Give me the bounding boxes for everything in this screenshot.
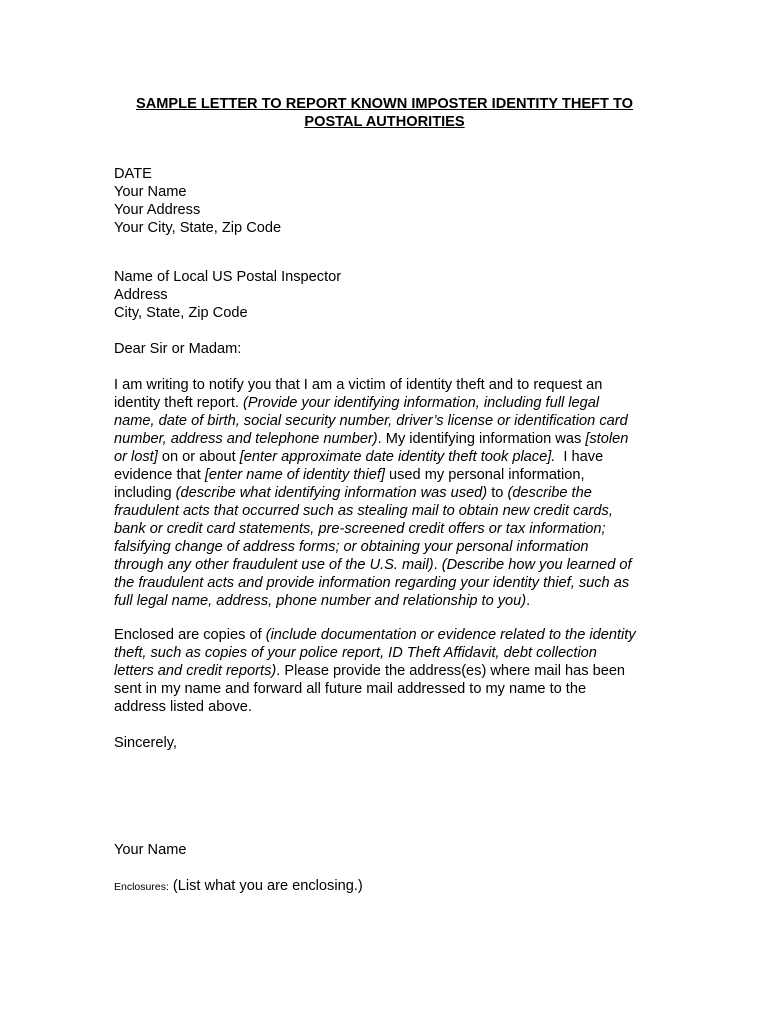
letter-title — [114, 95, 655, 131]
body1-line: identity theft report. (Provide your identifying information, including full legal — [114, 395, 600, 411]
body1-line: including (describe what identifying information was used) to (describe the — [114, 485, 592, 501]
sender-date: DATE — [114, 166, 152, 182]
body2-line: address listed above. — [114, 699, 252, 715]
body1-line: falsifying change of address forms; or obtaining your personal information — [114, 539, 589, 555]
sender-city: Your City, State, Zip Code — [114, 220, 282, 236]
title-line-2: POSTAL AUTHORITIES — [304, 114, 465, 130]
body2-line: Enclosed are copies of (include documentation or evidence related to the identity — [114, 627, 636, 643]
enclosures-line — [114, 877, 674, 896]
body1-line: name, date of birth, social security number, driver’s license or identification card — [114, 413, 628, 429]
salutation-text: Dear Sir or Madam: — [114, 341, 242, 357]
recipient-city: City, State, Zip Code — [114, 305, 248, 321]
body2-line: letters and credit reports). Please provide the address(es) where mail has been — [114, 663, 626, 679]
title-line-1: SAMPLE LETTER TO REPORT KNOWN IMPOSTER IDENTITY THEFT TO — [135, 96, 633, 112]
sender-block — [114, 165, 674, 237]
body-paragraph-2 — [114, 626, 674, 716]
recipient-block — [114, 268, 674, 322]
recipient-address: Address — [114, 287, 168, 303]
body1-line: or lost] on or about [enter approximate date identity theft took place]. I have — [114, 449, 604, 465]
body1-line: I am writing to notify you that I am a victim of identity theft and to request an — [114, 377, 603, 393]
body1-line: the fraudulent acts and provide information regarding your identity thief, such as — [114, 575, 630, 591]
closing — [114, 734, 674, 752]
body-paragraph-1 — [114, 376, 674, 610]
body1-line: full legal name, address, phone number and relationship to you). — [114, 593, 531, 609]
sender-name: Your Name — [114, 184, 187, 200]
sender-address: Your Address — [114, 202, 201, 218]
body1-line: evidence that [enter name of identity thief] used my personal information, — [114, 467, 585, 483]
body1-line: bank or credit card statements, pre-screened credit offers or tax information; — [114, 521, 606, 537]
body1-line: through any other fraudulent use of the U.S. mail). (Describe how you learned of — [114, 557, 632, 573]
body2-line: theft, such as copies of your police report, ID Theft Affidavit, debt collection — [114, 645, 597, 661]
body1-line: fraudulent acts that occurred such as stealing mail to obtain new credit cards, — [114, 503, 613, 519]
closing-text: Sincerely, — [114, 735, 177, 751]
salutation — [114, 340, 674, 358]
enclosures-label: Enclosures: — [114, 881, 169, 893]
signature-name-text: Your Name — [114, 842, 187, 858]
body2-line: sent in my name and forward all future mail addressed to my name to the — [114, 681, 587, 697]
signature-name — [114, 841, 674, 859]
recipient-name: Name of Local US Postal Inspector — [114, 269, 342, 285]
enclosures-text: (List what you are enclosing.) — [168, 878, 363, 894]
body1-line: number, address and telephone number). My identifying information was [stolen — [114, 431, 629, 447]
